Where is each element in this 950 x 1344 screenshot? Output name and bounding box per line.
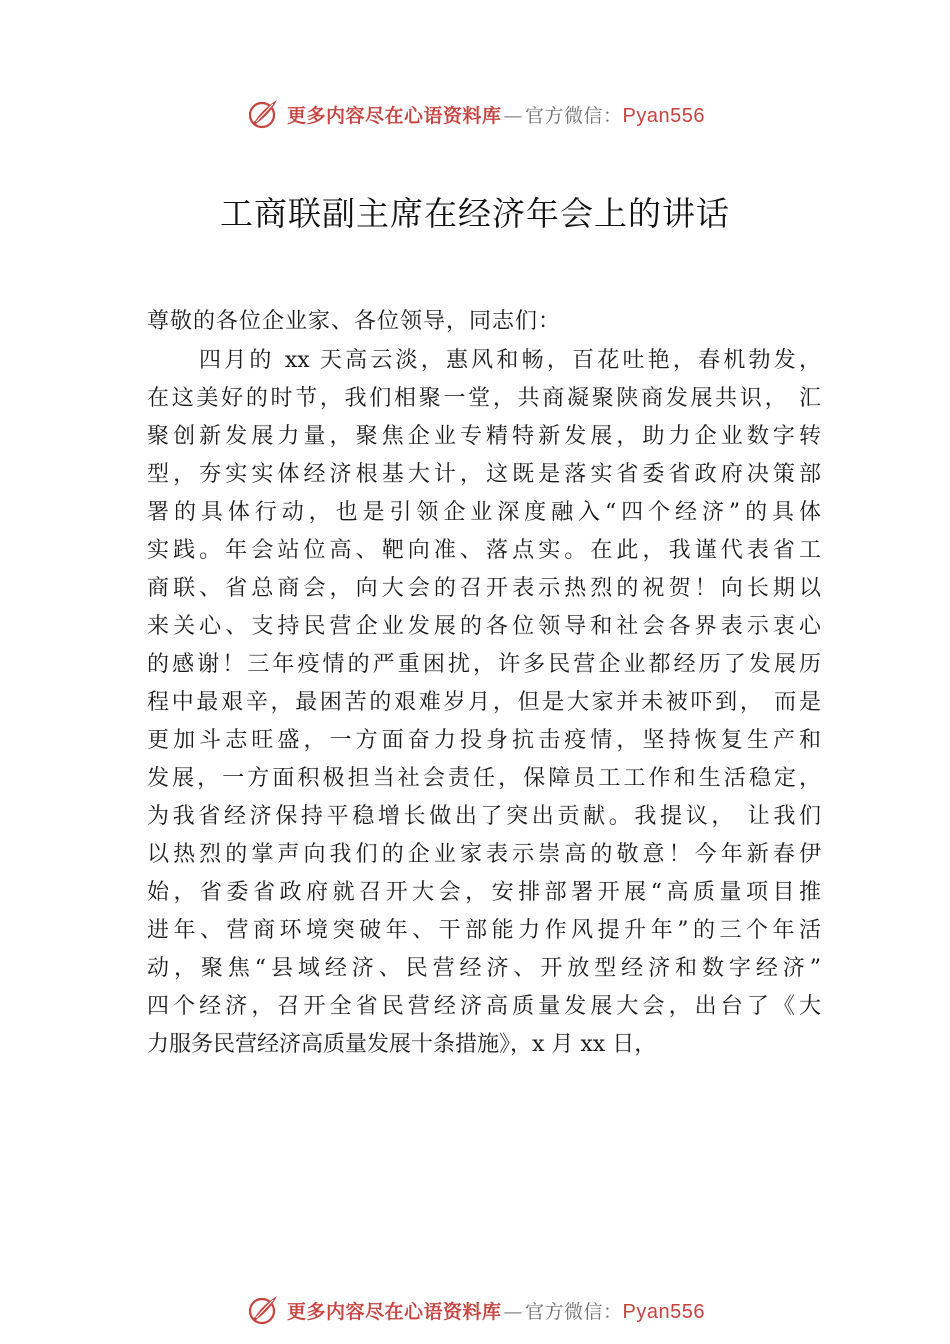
body-line: 型，夯实实体经济根基大计，这既是落实省委省政府决策部	[147, 462, 821, 487]
body-line: 力服务民营经济高质量发展十条措施》，x 月 xx 日，	[147, 1032, 657, 1057]
watermark-text	[287, 1297, 705, 1324]
feather-pen-seal-icon	[245, 1292, 281, 1328]
footer-watermark-banner	[0, 1288, 950, 1332]
body-line: 为我省经济保持平稳增长做出了突出贡献。我提议， 让我们	[147, 804, 821, 829]
feather-pen-seal-icon	[245, 96, 281, 132]
body-line: 发展，一方面积极担当社会责任，保障员工工作和生活稳定，	[147, 766, 821, 791]
watermark-text	[287, 101, 705, 128]
watermark-main: 更多内容尽在心语资料库	[287, 1300, 502, 1323]
body-line: 进年、营商环境突破年、干部能力作风提升年”的三个年活	[147, 918, 821, 943]
salutation: 尊敬的各位企业家、各位领导，同志们：	[147, 309, 562, 334]
watermark-official: 官方微信：	[525, 104, 623, 127]
body-line: 始，省委省政府就召开大会，安排部署开展“高质量项目推	[147, 880, 821, 905]
body-line: 更加斗志旺盛，一方面奋力投身抗击疫情，坚持恢复生产和	[147, 728, 821, 753]
watermark-wechat-id: Pyan556	[622, 1300, 705, 1323]
watermark-official: 官方微信：	[525, 1300, 623, 1323]
body-line: 署的具体行动，也是引领企业深度融入“四个经济”的具体	[147, 500, 821, 525]
body-line: 四个经济，召开全省民营经济高质量发展大会，出台了《大	[147, 994, 821, 1019]
watermark-dash: —	[503, 1300, 524, 1323]
document-title: 工商联副主席在经济年会上的讲话	[220, 194, 730, 233]
watermark-dash: —	[503, 104, 524, 127]
body-line: 在这美好的时节，我们相聚一堂，共商凝聚陕商发展共识， 汇	[147, 386, 821, 411]
header-watermark-banner	[0, 92, 950, 136]
body-line: 实践。年会站位高、靶向准、落点实。在此，我谨代表省工	[147, 538, 821, 563]
body-line: 动，聚焦“县域经济、民营经济、开放型经济和数字经济”	[147, 956, 821, 981]
body-line: 程中最艰辛，最困苦的艰难岁月，但是大家并未被吓到， 而是	[147, 690, 821, 715]
body-line: 聚创新发展力量，聚焦企业专精特新发展，助力企业数字转	[147, 424, 821, 449]
body-paragraph	[147, 342, 821, 1064]
watermark-wechat-id: Pyan556	[622, 104, 705, 127]
body-line: 以热烈的掌声向我们的企业家表示崇高的敬意！今年新春伊	[147, 842, 821, 867]
watermark-main: 更多内容尽在心语资料库	[287, 104, 502, 127]
body-line: 的感谢！三年疫情的严重困扰，许多民营企业都经历了发展历	[147, 652, 821, 677]
body-line: 商联、省总商会，向大会的召开表示热烈的祝贺！向长期以	[147, 576, 821, 601]
body-line: 四月的 xx 天高云淡，惠风和畅，百花吐艳，春机勃发，	[199, 348, 821, 373]
body-line: 来关心、支持民营企业发展的各位领导和社会各界表示衷心	[147, 614, 821, 639]
